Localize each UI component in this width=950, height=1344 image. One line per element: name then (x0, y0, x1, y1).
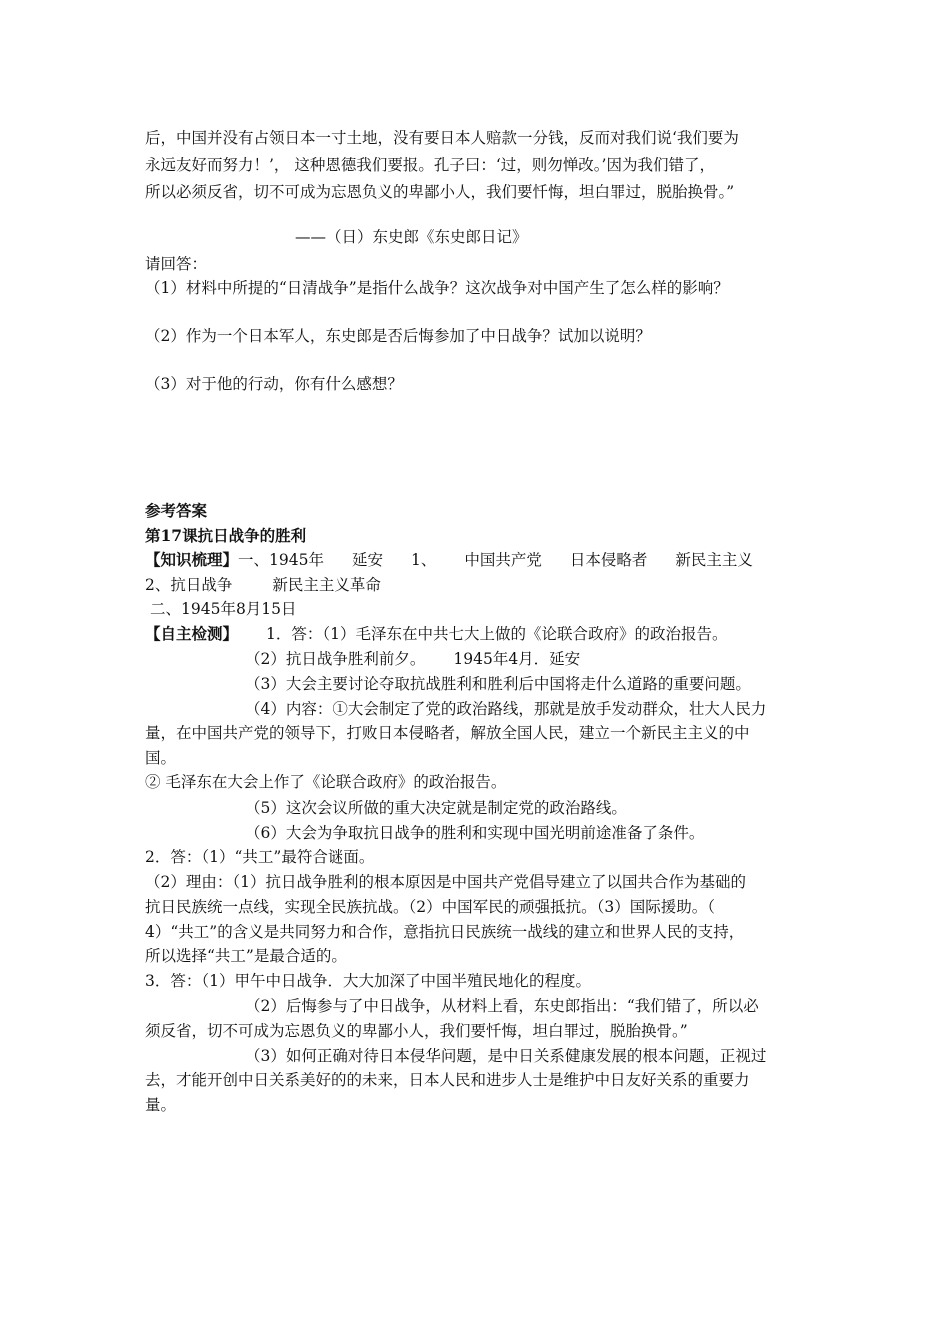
material-line-3: 所以必须反省，切不可成为忘恩负义的卑鄙小人，我们要忏悔，坦白罪过，脱胎换骨。” (145, 183, 735, 201)
material-line-1: 后，中国并没有占领日本一寸土地，没有要日本人赔款一分钱，反而对我们说‘我们要为 (145, 129, 739, 147)
selfcheck-q2-1: 2．答：（1）“共工”最符合谜面。 (145, 848, 375, 866)
selfcheck-q3-2a: （2）后悔参与了中日战争，从材料上看，东史郎指出：“我们错了，所以必 (245, 997, 759, 1015)
selfcheck-q3-3a: （3）如何正确对待日本侵华问题，是中日关系健康发展的根本问题，正视过 (245, 1047, 767, 1065)
knowledge-line-2: 2、抗日战争 新民主主义革命 (145, 576, 381, 594)
selfcheck-q2-2a: （2）理由：（1）抗日战争胜利的根本原因是中国共产党倡导建立了以国共合作为基础的 (145, 873, 746, 891)
material-line-2: 永远友好而努力！’， 这种恩德我们要报。孔子曰：‘过，则勿惮改。’因为我们错了， (145, 156, 715, 174)
selfcheck-q3-1: 3．答：（1）甲午中日战争．大大加深了中国半殖民地化的程度。 (145, 972, 591, 990)
material-source: ——（日）东史郎《东史郎日记》 (295, 228, 528, 246)
knowledge-line-3: 二、1945年8月15日 (150, 600, 297, 618)
knowledge-label: 【知识梳理】 (145, 550, 239, 569)
question-2: （2）作为一个日本军人，东史郎是否后悔参加了中日战争？试加以说明？ (145, 327, 651, 345)
selfcheck-label: 【自主检测】 (145, 624, 239, 643)
knowledge-line-1: 【知识梳理】一、1945年 延安 1、 中国共产党 日本侵略者 新民主主义 (145, 550, 753, 569)
selfcheck-q3-3b: 去，才能开创中日关系美好的的未来，日本人民和进步人士是维护中日友好关系的重要力 (145, 1071, 750, 1089)
selfcheck-q1-4b: 量，在中国共产党的领导下，打败日本侵略者，解放全国人民，建立一个新民主主义的中 (145, 724, 750, 742)
selfcheck-q1-2: （2）抗日战争胜利前夕。 1945年4月．延安 (245, 650, 581, 668)
selfcheck-q2-2b: 抗日民族统一点线，实现全民族抗战。（2）中国军民的顽强抵抗。（3）国际援助。（ (145, 898, 715, 916)
question-1: （1）材料中所提的“日清战争”是指什么战争？这次战争对中国产生了怎么样的影响？ (145, 279, 729, 297)
answers-heading: 参考答案 (145, 501, 208, 520)
selfcheck-q3-2b: 须反省，切不可成为忘恩负义的卑鄙小人，我们要忏悔，坦白罪过，脱胎换骨。” (145, 1022, 688, 1040)
selfcheck-q1-5: （5）这次会议所做的重大决定就是制定党的政治路线。 (245, 799, 627, 817)
question-3: （3）对于他的行动，你有什么感想？ (145, 375, 403, 393)
selfcheck-q1-4d: ② 毛泽东在大会上作了《论联合政府》的政治报告。 (145, 773, 507, 791)
selfcheck-q1-6: （6）大会为争取抗日战争的胜利和实现中国光明前途准备了条件。 (245, 824, 705, 842)
selfcheck-q3-3c: 量。 (145, 1096, 177, 1114)
selfcheck-q2-2d: 所以选择“共工”是最合适的。 (145, 947, 347, 965)
selfcheck-q1-4a: （4）内容：①大会制定了党的政治路线，那就是放手发动群众，壮大人民力 (245, 700, 767, 718)
lesson-title: 第17课抗日战争的胜利 (145, 526, 307, 545)
selfcheck-q1-3: （3）大会主要讨论夺取抗战胜利和胜利后中国将走什么道路的重要问题。 (245, 675, 751, 693)
selfcheck-line-1: 【自主检测】 1．答：（1）毛泽东在中共七大上做的《论联合政府》的政治报告。 (145, 624, 728, 643)
selfcheck-q1-4c: 国。 (145, 749, 177, 767)
selfcheck-q2-2c: 4）“共工”的含义是共同努力和合作，意指抗日民族统一战线的建立和世界人民的支持， (145, 923, 745, 941)
answer-prompt: 请回答： (145, 255, 208, 273)
